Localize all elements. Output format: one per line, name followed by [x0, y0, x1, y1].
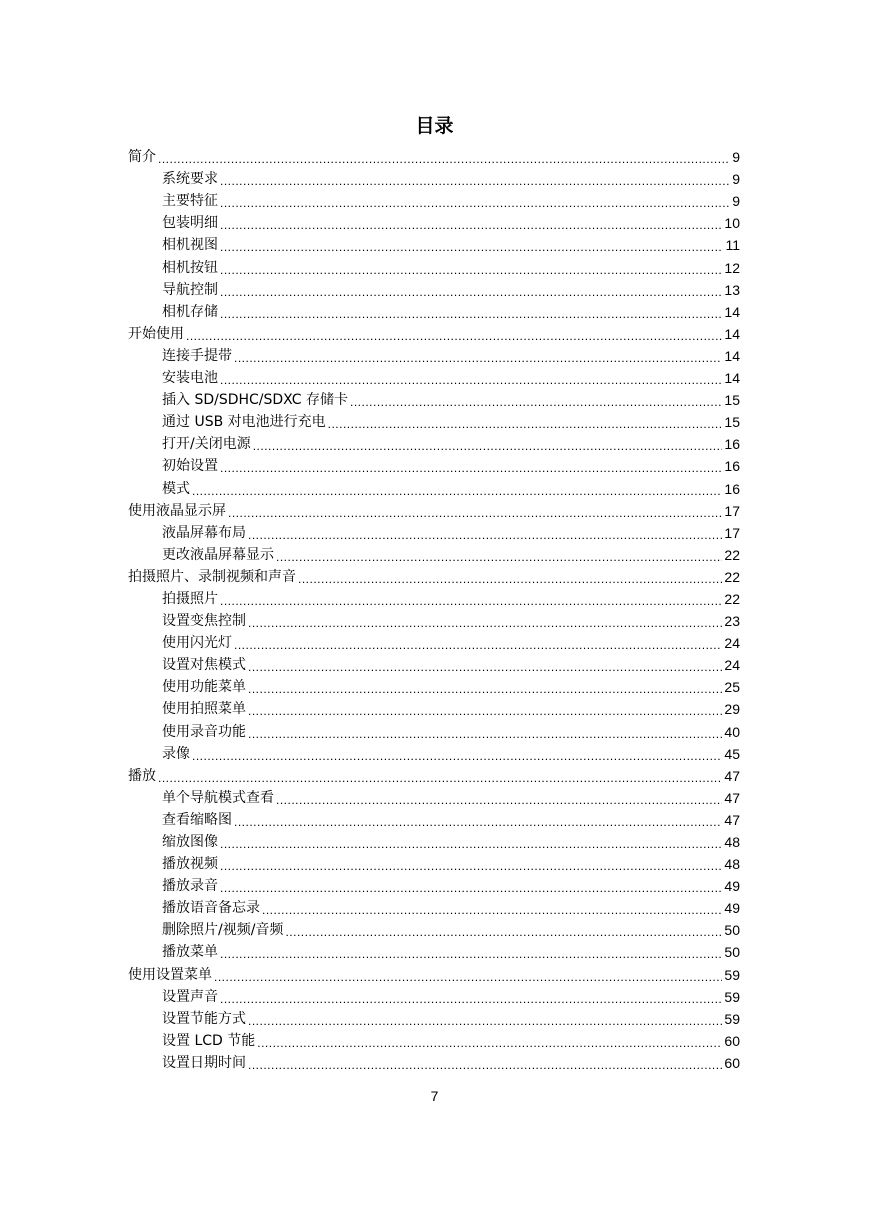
toc-entry[interactable] — [128, 234, 740, 256]
toc-entry-label: 简介 — [128, 149, 156, 166]
toc-entry-label: 拍摄照片、录制视频和声音 — [128, 568, 296, 585]
toc-entry-label: 安装电池 — [162, 370, 218, 387]
toc-entry-label: 设置变焦控制 — [162, 613, 246, 630]
toc-entry-page: 14 — [724, 370, 740, 387]
toc-entry-label: 相机存储 — [162, 303, 218, 320]
dot-leader — [220, 261, 722, 279]
toc-entry-label: 通过 USB 对电池进行充电 — [162, 414, 326, 431]
toc-entry-label: 使用拍照菜单 — [162, 701, 246, 718]
toc-entry-label: 使用闪光灯 — [162, 635, 232, 652]
dot-leader — [228, 504, 722, 522]
dot-leader — [220, 172, 730, 190]
toc-entry-page: 47 — [724, 767, 740, 784]
toc-entry-label: 录像 — [162, 745, 190, 762]
toc-entry-label: 连接手提带 — [162, 347, 232, 364]
toc-entry-label: 播放录音 — [162, 878, 218, 895]
toc-entry[interactable] — [128, 146, 740, 168]
toc-entry-page: 17 — [724, 524, 740, 541]
toc-entry-label: 设置 LCD 节能 — [162, 1032, 256, 1049]
dot-leader — [350, 393, 722, 411]
toc-entry[interactable] — [128, 455, 740, 477]
toc-entry-label: 设置对焦模式 — [162, 657, 246, 674]
toc-entry-page: 60 — [724, 1032, 740, 1049]
toc-entry-page: 24 — [724, 657, 740, 674]
toc-entry-page: 60 — [724, 1054, 740, 1071]
toc-entry[interactable] — [128, 632, 740, 654]
toc-entry-label: 开始使用 — [128, 325, 184, 342]
dot-leader — [220, 371, 722, 389]
dot-leader — [220, 194, 730, 212]
toc-entry[interactable] — [128, 743, 740, 765]
dot-leader — [220, 459, 722, 477]
toc-entry[interactable] — [128, 676, 740, 698]
toc-entry-page: 12 — [724, 259, 740, 276]
toc-entry[interactable] — [128, 831, 740, 853]
toc-entry[interactable] — [128, 168, 740, 190]
toc-entry-label: 主要特征 — [162, 193, 218, 210]
dot-leader — [220, 238, 723, 256]
toc-entry-page: 16 — [724, 436, 740, 453]
toc-entry[interactable] — [128, 654, 740, 676]
toc-entry-label: 包装明细 — [162, 215, 218, 232]
dot-leader — [214, 968, 722, 986]
dot-leader — [248, 658, 722, 676]
toc-entry-page: 59 — [724, 1010, 740, 1027]
dot-leader — [248, 680, 722, 698]
dot-leader — [220, 216, 722, 234]
toc-entry-page: 47 — [724, 789, 740, 806]
dot-leader — [253, 437, 723, 455]
dot-leader — [276, 548, 722, 566]
dot-leader — [248, 526, 722, 544]
toc-entry[interactable] — [128, 566, 740, 588]
dot-leader — [220, 990, 722, 1008]
toc-entry[interactable] — [128, 588, 740, 610]
toc-entry-label: 模式 — [162, 480, 190, 497]
toc-entry-page: 22 — [724, 568, 740, 585]
dot-leader — [248, 614, 722, 632]
dot-leader — [248, 725, 722, 743]
dot-leader — [234, 813, 722, 831]
toc-entry[interactable] — [128, 256, 740, 278]
toc-entry[interactable] — [128, 941, 740, 963]
toc-entry-label: 使用录音功能 — [162, 723, 246, 740]
toc-entry[interactable] — [128, 279, 740, 301]
toc-entry-page: 47 — [724, 811, 740, 828]
toc-entry-page: 40 — [724, 723, 740, 740]
toc-entry-page: 48 — [724, 834, 740, 850]
toc-entry[interactable] — [128, 500, 740, 522]
toc-entry-page: 59 — [724, 966, 740, 983]
dot-leader — [248, 702, 722, 720]
toc-entry[interactable] — [128, 522, 740, 544]
toc-entry-page: 23 — [724, 613, 740, 630]
toc-entry-label: 设置节能方式 — [162, 1010, 246, 1027]
toc-entry-label: 打开/关闭电源 — [162, 436, 251, 453]
toc-entry-page: 50 — [724, 944, 740, 961]
toc-entry-label: 相机按钮 — [162, 259, 218, 276]
dot-leader — [262, 901, 722, 919]
toc-entry[interactable] — [128, 433, 740, 455]
toc-entry-label: 液晶屏幕布局 — [162, 524, 246, 541]
toc-entry[interactable] — [128, 809, 740, 831]
dot-leader — [285, 923, 722, 941]
dot-leader — [220, 592, 722, 610]
toc-entry-page: 48 — [724, 856, 740, 873]
toc-entry-page: 14 — [724, 325, 740, 342]
toc-entry[interactable] — [128, 1008, 740, 1030]
toc-entry[interactable] — [128, 853, 740, 875]
toc-entry-label: 使用功能菜单 — [162, 679, 246, 696]
toc-entry-label: 删除照片/视频/音频 — [162, 922, 284, 939]
toc-entry[interactable] — [128, 787, 740, 809]
toc-entry[interactable] — [128, 411, 740, 433]
toc-entry-page: 22 — [724, 590, 740, 607]
toc-entry[interactable] — [128, 544, 740, 566]
toc-entry-page: 49 — [724, 900, 740, 917]
toc-entry-page: 17 — [724, 502, 740, 519]
dot-leader — [158, 769, 722, 787]
toc-entry[interactable] — [128, 698, 740, 720]
toc-entry[interactable] — [128, 919, 740, 941]
toc-entry[interactable] — [128, 345, 740, 367]
toc-entry-page: 15 — [724, 392, 740, 409]
dot-leader — [276, 791, 722, 809]
toc-entry[interactable] — [128, 212, 740, 234]
toc-entry-page: 15 — [724, 414, 740, 431]
table-of-contents — [128, 146, 740, 1074]
toc-entry-page: 11 — [725, 237, 740, 254]
toc-entry[interactable] — [128, 610, 740, 632]
toc-entry-page: 25 — [724, 679, 740, 696]
toc-entry[interactable] — [128, 389, 740, 411]
toc-entry-page: 9 — [732, 193, 740, 210]
toc-entry-page: 14 — [724, 303, 740, 320]
dot-leader — [220, 857, 722, 875]
toc-entry[interactable] — [128, 765, 740, 787]
dot-leader — [192, 747, 722, 765]
toc-entry[interactable] — [128, 1030, 740, 1052]
toc-entry-label: 初始设置 — [162, 458, 218, 475]
toc-entry-page: 22 — [724, 546, 740, 563]
dot-leader — [248, 1056, 722, 1074]
toc-entry[interactable] — [128, 1052, 740, 1074]
dot-leader — [186, 327, 722, 345]
toc-entry-page: 14 — [724, 347, 740, 364]
toc-entry-label: 查看缩略图 — [162, 811, 232, 828]
toc-entry-label: 播放菜单 — [162, 944, 218, 961]
toc-entry-page: 10 — [724, 215, 740, 232]
dot-leader — [328, 415, 723, 433]
toc-entry-label: 播放 — [128, 767, 156, 784]
toc-entry-page: 45 — [724, 745, 740, 762]
toc-entry[interactable] — [128, 190, 740, 212]
toc-entry[interactable] — [128, 477, 740, 499]
toc-entry-label: 使用设置菜单 — [128, 966, 212, 983]
toc-entry[interactable] — [128, 897, 740, 919]
toc-entry-label: 更改液晶屏幕显示 — [162, 546, 274, 563]
toc-entry-label: 播放语音备忘录 — [162, 900, 260, 917]
dot-leader — [234, 349, 722, 367]
toc-entry-label: 播放视频 — [162, 856, 218, 873]
toc-entry-page: 16 — [724, 480, 740, 497]
toc-entry-page: 24 — [724, 635, 740, 652]
dot-leader — [220, 945, 722, 963]
toc-entry-label: 相机视图 — [162, 237, 218, 254]
dot-leader — [192, 482, 722, 500]
toc-entry[interactable] — [128, 963, 740, 985]
toc-entry[interactable] — [128, 875, 740, 897]
page-number: 7 — [430, 1088, 439, 1104]
toc-entry-label: 缩放图像 — [162, 834, 218, 850]
toc-entry-page: 29 — [724, 701, 740, 718]
toc-entry-label: 单个导航模式查看 — [162, 789, 274, 806]
toc-entry-label: 插入 SD/SDHC/SDXC 存储卡 — [162, 392, 348, 409]
dot-leader — [220, 835, 722, 853]
toc-entry-page: 59 — [724, 988, 740, 1005]
dot-leader — [234, 636, 722, 654]
toc-entry-label: 导航控制 — [162, 281, 218, 298]
dot-leader — [220, 305, 722, 323]
toc-entry[interactable] — [128, 301, 740, 323]
toc-entry-page: 49 — [724, 878, 740, 895]
toc-entry[interactable] — [128, 986, 740, 1008]
dot-leader — [158, 150, 730, 168]
toc-entry-page: 9 — [732, 171, 740, 188]
toc-entry-page: 13 — [724, 281, 740, 298]
toc-entry-label: 设置日期时间 — [162, 1054, 246, 1071]
dot-leader — [220, 879, 722, 897]
toc-entry-label: 系统要求 — [162, 171, 218, 188]
toc-entry-page: 50 — [724, 922, 740, 939]
dot-leader — [220, 283, 722, 301]
toc-entry-page: 16 — [724, 458, 740, 475]
dot-leader — [248, 1012, 722, 1030]
toc-entry-label: 使用液晶显示屏 — [128, 502, 226, 519]
toc-entry[interactable] — [128, 367, 740, 389]
dot-leader — [257, 1034, 722, 1052]
toc-entry[interactable] — [128, 720, 740, 742]
dot-leader — [298, 570, 722, 588]
toc-entry-label: 拍摄照片 — [162, 590, 218, 607]
page-title: 目录 — [415, 115, 454, 137]
toc-entry-page: 9 — [732, 149, 740, 166]
toc-entry-label: 设置声音 — [162, 988, 218, 1005]
toc-entry[interactable] — [128, 323, 740, 345]
